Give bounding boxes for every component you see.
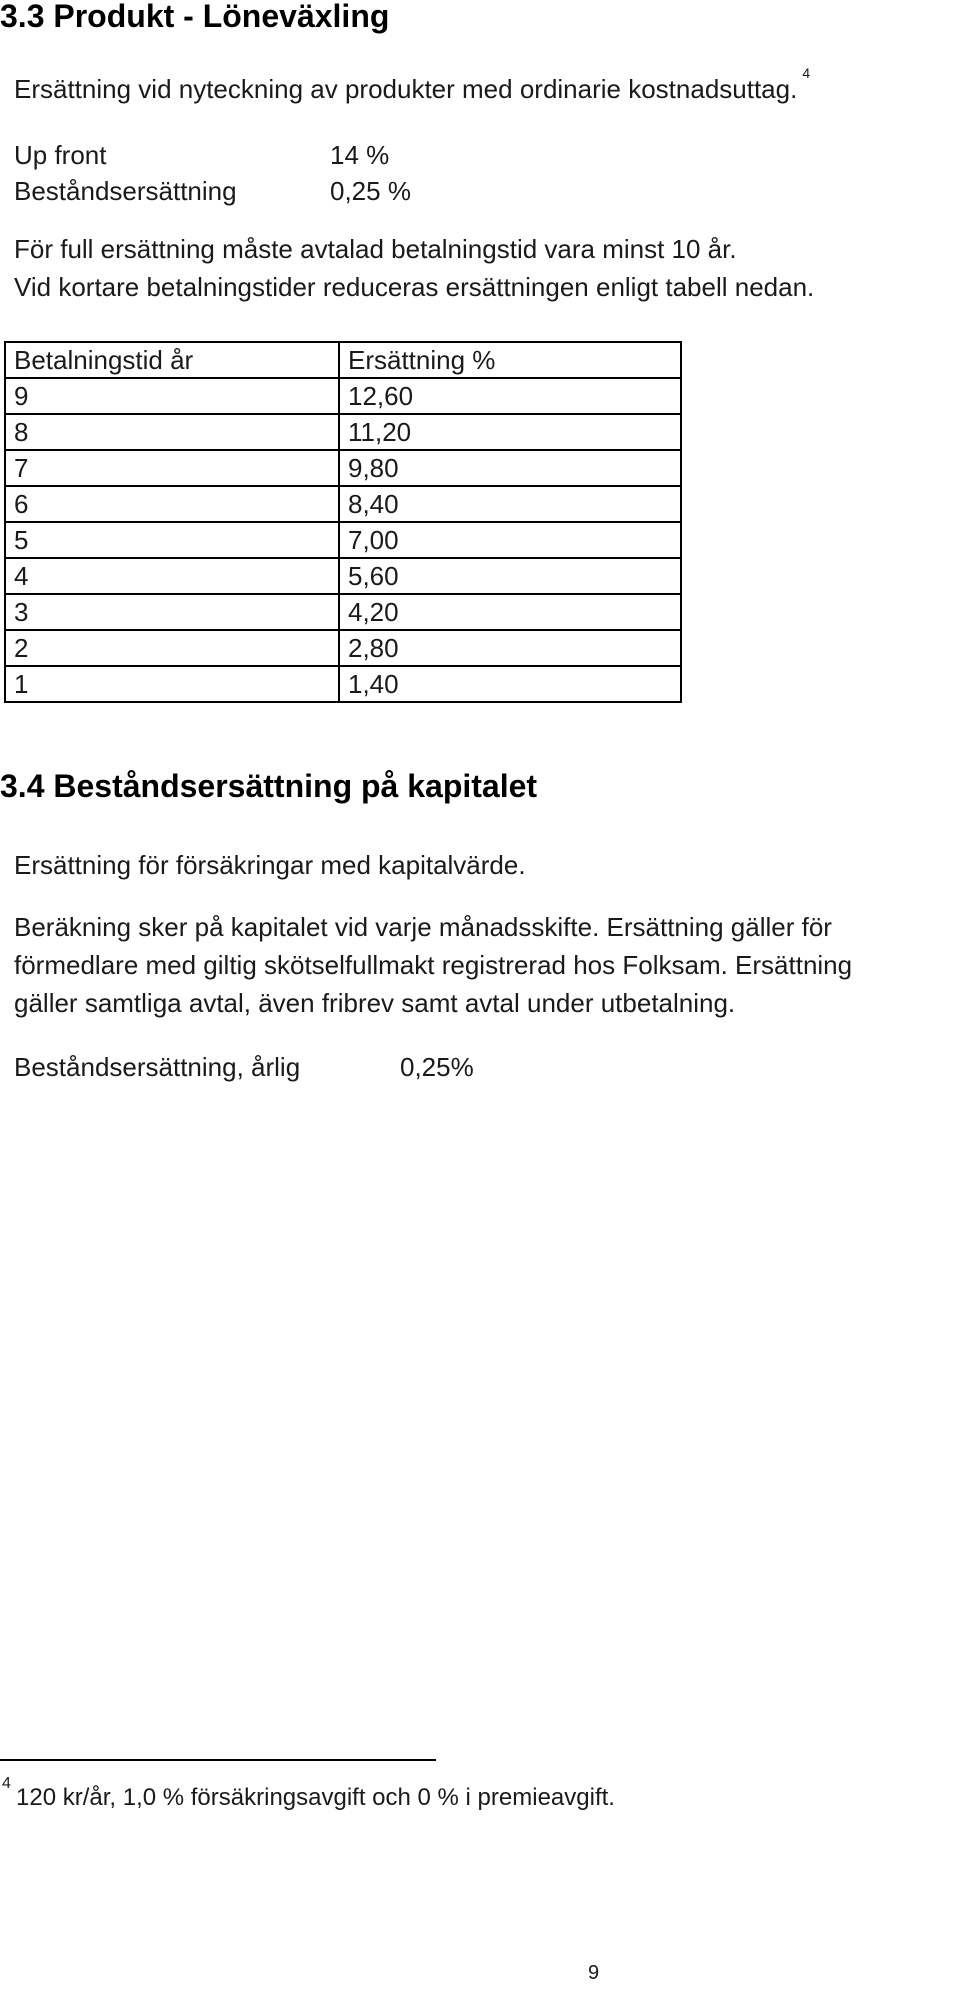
table-cell: 12,60 <box>339 378 681 414</box>
page-number: 9 <box>588 1962 600 1984</box>
intro-sentence: Ersättning vid nyteckning av produkter med ordinarie kostnadsuttag. <box>14 74 798 104</box>
payment-term-paragraph-line-2: Vid kortare betalningstider reduceras ersättningen enligt tabell nedan. <box>14 272 815 302</box>
footnote-separator <box>0 1759 436 1761</box>
calculation-paragraph-line-2: förmedlare med giltig skötselfullmakt registrerad hos Folksam. Ersättning <box>14 950 853 980</box>
table-row <box>5 486 681 522</box>
table-cell: 7 <box>5 450 339 486</box>
footnote-number: 4 <box>2 1775 11 1792</box>
calculation-paragraph-line-1: Beräkning sker på kapitalet vid varje månadsskifte. Ersättning gäller för <box>14 912 832 942</box>
table-row <box>5 630 681 666</box>
table-cell: 4,20 <box>339 594 681 630</box>
table-cell: 9 <box>5 378 339 414</box>
intro-text <box>14 65 811 104</box>
table-cell: 1 <box>5 666 339 702</box>
payment-term-paragraph-line-1: För full ersättning måste avtalad betalningstid vara minst 10 år. <box>14 234 737 264</box>
table-cell: 1,40 <box>339 666 681 702</box>
table-cell: 5 <box>5 522 339 558</box>
table-cell: 6 <box>5 486 339 522</box>
footnote-reference[interactable]: 4 <box>802 65 811 81</box>
bestandsersattning-label: Beståndsersättning <box>14 176 237 206</box>
table-row <box>5 450 681 486</box>
table-cell: 11,20 <box>339 414 681 450</box>
table-cell: 3 <box>5 594 339 630</box>
table-header-cell: Ersättning % <box>339 342 681 378</box>
upfront-value: 14 % <box>330 140 390 170</box>
footnote-text: 120 kr/år, 1,0 % försäkringsavgift och 0 % i premieavgift. <box>16 1784 615 1811</box>
table-header-cell: Betalningstid år <box>5 342 339 378</box>
table-row <box>5 378 681 414</box>
table-row <box>5 522 681 558</box>
table-header-row <box>5 342 681 378</box>
reduction-table <box>4 341 682 703</box>
table-cell: 4 <box>5 558 339 594</box>
table-row <box>5 666 681 702</box>
capital-value-paragraph: Ersättning för försäkringar med kapitalvärde. <box>14 850 526 880</box>
table-row <box>5 594 681 630</box>
table-cell: 9,80 <box>339 450 681 486</box>
section-3-3-heading: 3.3 Produkt - Löneväxling <box>0 0 390 34</box>
table-cell: 2,80 <box>339 630 681 666</box>
table-cell: 8 <box>5 414 339 450</box>
table-row <box>5 414 681 450</box>
upfront-label: Up front <box>14 140 107 170</box>
bestandsersattning-value: 0,25 % <box>330 176 411 206</box>
table-cell: 7,00 <box>339 522 681 558</box>
annual-commission-label: Beståndsersättning, årlig <box>14 1052 301 1082</box>
calculation-paragraph-line-3: gäller samtliga avtal, även fribrev samt avtal under utbetalning. <box>14 988 736 1018</box>
table-cell: 2 <box>5 630 339 666</box>
table-row <box>5 558 681 594</box>
section-3-4-heading: 3.4 Beståndsersättning på kapitalet <box>0 768 538 804</box>
table-cell: 5,60 <box>339 558 681 594</box>
annual-commission-value: 0,25% <box>400 1052 474 1082</box>
table-cell: 8,40 <box>339 486 681 522</box>
